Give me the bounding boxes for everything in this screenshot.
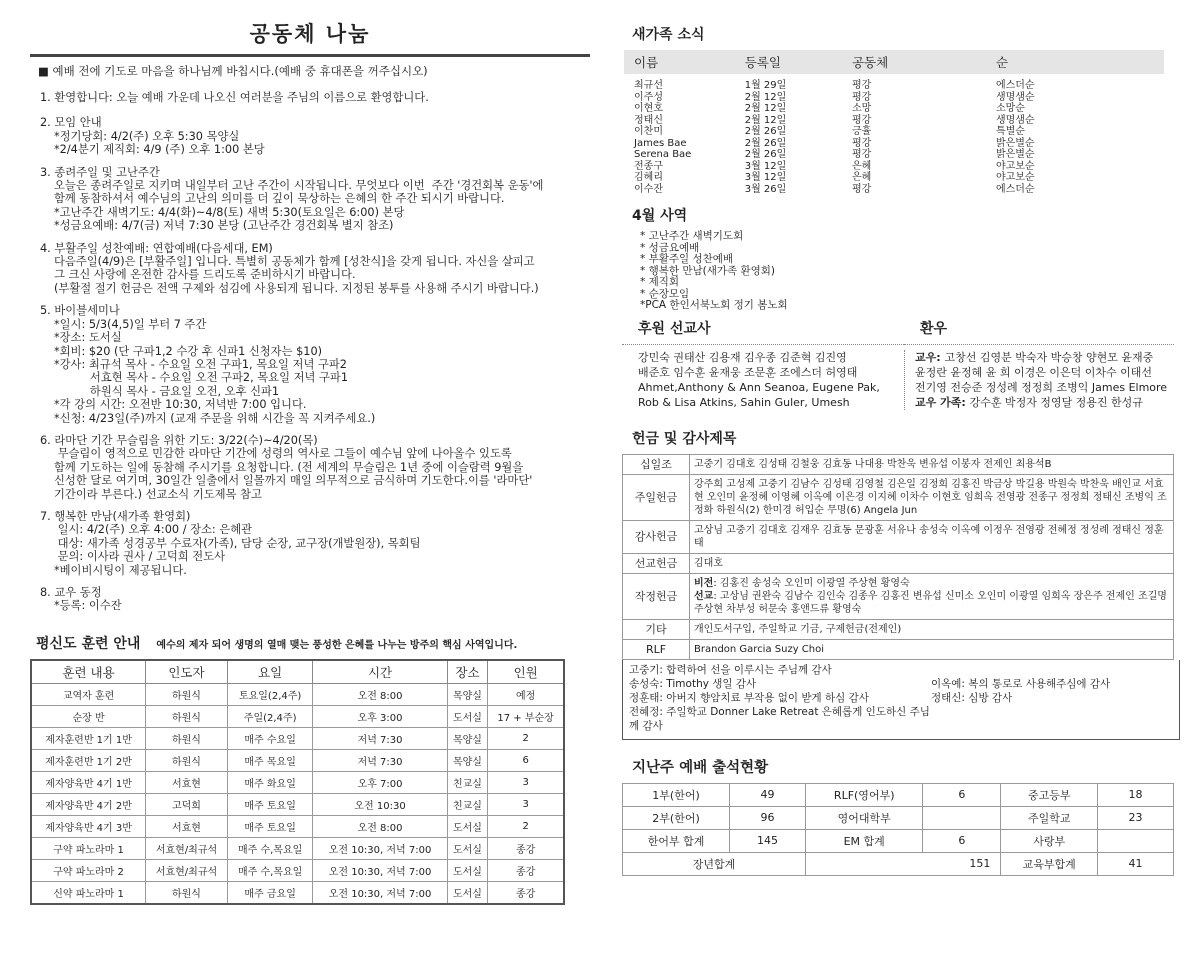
announcement-heading: 2. 모임 안내 <box>40 116 102 130</box>
total-label: 교육부합계 <box>1001 852 1098 875</box>
attendance-table <box>622 783 1174 876</box>
announcement-line: *2/4분기 제직회: 4/9 (주) 오후 1:00 본당 <box>54 143 265 157</box>
offering-category: RLF <box>623 639 690 659</box>
right-column <box>622 18 1177 876</box>
table-cell: 2월 12일 <box>744 91 787 103</box>
table-cell: 6 <box>923 783 1001 806</box>
patient-group-label: 교우 가족: <box>915 395 970 409</box>
column-header: 시간 <box>313 660 447 684</box>
announcement-line: 무슬림이 영적으로 민감한 라마단 기간에 성령의 역사로 그들이 예수님 앞에 나아올수 있도록 <box>54 447 512 461</box>
announcement-item <box>40 434 590 501</box>
attendance-title: 지난주 예배 출석현황 <box>632 759 769 776</box>
offering-names <box>690 573 1174 619</box>
table-cell: 하원식 <box>146 705 228 727</box>
pledge-names: : 김홍진 송성숙 오인미 이광열 주상현 황영숙 <box>713 577 910 589</box>
table-cell: 2월 26일 <box>744 149 787 160</box>
april-ministry-title: 4월 사역 <box>632 208 688 224</box>
announcement-line: 일시: 4/2(주) 오후 4:00 / 장소: 은혜관 <box>54 523 253 537</box>
offering-names: 김대호 <box>690 553 1174 573</box>
column-header: 장소 <box>447 660 488 684</box>
offering-table <box>622 454 1174 660</box>
table-row <box>624 149 1164 161</box>
table-row <box>623 573 1174 619</box>
table-cell: 전종구 <box>634 160 663 172</box>
training-title: 평신도 훈련 안내 <box>36 635 141 652</box>
table-cell: 구약 파노라마 2 <box>31 859 146 881</box>
table-cell: 밝은별순 <box>995 149 1035 160</box>
table-cell: 목양실 <box>447 727 488 749</box>
table-cell: 은혜 <box>851 172 872 183</box>
table-row <box>623 806 1174 829</box>
table-cell: 이현호 <box>634 103 663 114</box>
table-cell: 1월 29일 <box>744 80 787 91</box>
table-cell: 17 + 부순장 <box>488 705 564 727</box>
table-cell: 오전 10:30, 저녁 7:00 <box>313 859 447 881</box>
announcement-line: *일시: 5/3(4,5)일 부터 7 주간 <box>54 317 207 331</box>
table-cell: 주일학교 <box>1001 806 1098 829</box>
patient-line <box>915 350 1174 365</box>
table-cell: 6 <box>923 829 1001 852</box>
thanks-entry: 정태신: 심방 감사 <box>931 691 1013 704</box>
new-family-title: 새가족 소식 <box>632 27 705 43</box>
table-cell: 제자훈련반 1기 2반 <box>31 749 146 771</box>
table-cell: 중고등부 <box>1001 783 1098 806</box>
announcement-line: 문의: 이사라 권사 / 고덕희 전도사 <box>54 550 226 564</box>
table-cell: 2월 12일 <box>744 114 787 126</box>
table-cell: 오전 10:30, 저녁 7:00 <box>313 837 447 859</box>
table-row <box>31 859 564 881</box>
list-item: * 행복한 만남(새가족 환영회) <box>640 264 776 277</box>
thanks-row <box>629 663 1179 677</box>
offering-names: 강주희 고성제 고중기 김남수 김성태 김영철 김은일 김정희 김홍진 박금상 박길용 박원숙 박찬욱 배인교 서효현 오인미 윤정혜 이영혜 이옥예 이은경 이지혜 이차수 이현호 임희옥 전영광 전종구 정정희 정태신 조병익 조정화 하원식(2) 한미경 허입순 무명(6) Angela Jun <box>690 474 1174 520</box>
table-cell: 이수잔 <box>634 183 663 195</box>
column-header: 인도자 <box>146 660 228 684</box>
announcement-line: *등록: 이수잔 <box>54 599 122 613</box>
patient-names: 고창선 김영분 박숙자 박승창 양현모 윤재중 <box>944 350 1154 364</box>
table-row <box>31 771 564 793</box>
announcement-heading: 8. 교우 동정 <box>40 586 102 599</box>
announcement-item <box>40 586 590 613</box>
table-cell <box>923 806 1001 829</box>
list-item: * 성금요예배 <box>640 241 700 254</box>
table-cell: 주일(2,4주) <box>227 705 313 727</box>
total-row <box>623 852 1174 875</box>
list-item: * 부활주일 성찬예배 <box>640 253 734 265</box>
missionary-block <box>622 318 904 410</box>
table-cell: 생명샘순 <box>995 114 1035 126</box>
table-cell: 예정 <box>488 683 564 705</box>
offering-names: 개인도서구입, 주일학교 기금, 구제헌금(전제인) <box>690 619 1174 639</box>
announcement-line: *장소: 도서실 <box>54 331 122 345</box>
missionary-title: 후원 선교사 <box>638 320 711 337</box>
table-cell: 하원식 <box>146 881 228 904</box>
missionary-patient-section <box>622 318 1177 410</box>
table-cell: 종강 <box>488 837 564 859</box>
table-cell: 소망순 <box>995 103 1025 114</box>
table-cell: James Bae <box>634 137 687 149</box>
table-cell: 145 <box>730 829 806 852</box>
table-cell: 매주 토요일 <box>227 793 313 815</box>
announcement-line: *신청: 4/23일(주)까지 (교재 주문을 위해 시간을 꼭 지켜주세요.) <box>54 411 376 425</box>
april-ministry-list <box>640 231 1177 312</box>
announcement-line: 대상: 새가족 성경공부 수료자(가족), 담당 순장, 교구장(개발원장), 목회팀 <box>54 536 421 550</box>
table-cell: 최규선 <box>634 80 663 91</box>
announcement-line: *강사: 최규석 목사 - 수요일 오전 구파1, 목요일 저녁 구파2 <box>54 357 347 371</box>
announcement-item <box>40 304 590 425</box>
table-cell: 평강 <box>851 149 872 160</box>
patient-line <box>915 395 1174 410</box>
table-cell: 야고보순 <box>995 172 1035 183</box>
table-cell: 평강 <box>851 91 872 103</box>
table-cell: 하원식 <box>146 749 228 771</box>
table-cell: 매주 토요일 <box>227 815 313 837</box>
table-cell: 오후 7:00 <box>313 771 447 793</box>
table-row <box>31 881 564 904</box>
thanks-row <box>629 705 1179 733</box>
table-cell: 제자양육반 4기 3반 <box>31 815 146 837</box>
table-cell: 종강 <box>488 859 564 881</box>
thanks-entry: 전혜정: 주일학교 Donner Lake Retreat 은혜롭게 인도하신 주님께 감사 <box>629 705 930 732</box>
list-item: *PCA 한인서북노회 정기 봄노회 <box>640 299 788 311</box>
table-row <box>623 454 1174 474</box>
table-cell: 3월 12일 <box>744 172 787 183</box>
missionary-list <box>638 350 904 410</box>
table-row <box>623 474 1174 520</box>
table-cell: 도서실 <box>447 705 488 727</box>
announcement-line: *고난주간 새벽기도: 4/4(화)~4/8(토) 새벽 5:30(토요일은 6:00) 본당 <box>54 205 405 219</box>
table-cell: 에스더순 <box>995 183 1035 195</box>
announcement-line: *성금요예배: 4/7(금) 저녁 7:30 본당 (고난주간 경건회복 별지 참조) <box>54 219 394 233</box>
table-row <box>31 727 564 749</box>
announcement-line: 서효현 목사 - 수요일 오전 구파2, 목요일 저녁 구파1 <box>54 371 349 385</box>
table-cell: 평강 <box>851 114 872 126</box>
announcement-heading: 3. 종려주일 및 고난주간 <box>40 165 160 179</box>
missionary-line: Rob & Lisa Atkins, Sahin Guler, Umesh <box>638 395 850 409</box>
table-cell: 목양실 <box>447 683 488 705</box>
page-title: 공동체 나눔 <box>249 22 371 46</box>
table-cell: 구약 파노라마 1 <box>31 837 146 859</box>
table-cell: 제자양육반 4기 1반 <box>31 771 146 793</box>
table-cell: 96 <box>730 806 806 829</box>
table-cell: 매주 수,목요일 <box>227 859 313 881</box>
table-cell: 순장 반 <box>31 705 146 727</box>
table-cell: 도서실 <box>447 837 488 859</box>
table-cell: 친교실 <box>447 771 488 793</box>
table-row <box>31 837 564 859</box>
announcement-list <box>30 91 590 613</box>
table-row <box>624 115 1164 127</box>
offering-names: 고상님 고중기 김대호 김재우 김효동 문광훈 서유나 송성숙 이옥예 이정우 전영광 전혜정 정성례 정태신 정훈태 <box>690 520 1174 553</box>
table-row <box>31 749 564 771</box>
table-cell <box>1098 829 1174 852</box>
offering-category: 선교헌금 <box>623 553 690 573</box>
thanks-entry: 정훈태: 아버지 향암치료 부작용 없이 받게 하심 감사 <box>629 691 869 704</box>
training-subtitle: 예수의 제자 되어 생명의 열매 맺는 풍성한 은혜를 나누는 방주의 핵심 사역입니다. <box>156 639 518 651</box>
table-cell: 매주 화요일 <box>227 771 313 793</box>
announcement-line: 함께 동참하셔서 예수님의 고난의 의미를 더 깊이 묵상하는 은혜의 한 주간 되시기 바랍니다. <box>54 192 505 206</box>
announcement-line: 기간이라 부른다.) 선교소식 기도제목 참고 <box>54 487 262 501</box>
table-cell: 은혜 <box>851 160 872 172</box>
table-cell: 한어부 합계 <box>623 829 730 852</box>
worship-notice: ■ 예배 전에 기도로 마음을 하나님께 바칩시다.(예배 중 휴대폰을 꺼주십시오) <box>38 64 428 78</box>
table-cell: 목양실 <box>447 749 488 771</box>
announcement-heading: 7. 행복한 만남(새가족 환영회) <box>40 509 191 523</box>
table-cell: 서효현/최규석 <box>146 837 228 859</box>
table-row <box>31 705 564 727</box>
table-cell: 매주 수요일 <box>227 727 313 749</box>
table-cell: 이찬미 <box>634 126 663 137</box>
table-cell: 도서실 <box>447 815 488 837</box>
thanks-list <box>622 660 1180 740</box>
announcement-item <box>40 510 590 577</box>
patient-names: 강수훈 박정자 정영달 정용진 한성규 <box>969 395 1143 409</box>
table-row <box>623 639 1174 659</box>
column-header: 인원 <box>488 660 564 684</box>
missionary-line: Ahmet,Anthony & Ann Seanoa, Eugene Pak, <box>638 380 880 394</box>
table-cell: 2월 26일 <box>744 137 787 149</box>
announcement-item <box>40 242 590 296</box>
new-family-table <box>624 50 1164 195</box>
announcement-line: 함께 기도하는 일에 동참해 주시기를 요청합니다. (전 세계의 무슬림은 1년 중에 이슬람력 9월을 <box>54 460 524 474</box>
table-row <box>31 683 564 705</box>
table-cell: 2월 12일 <box>744 103 787 114</box>
announcement-heading: 4. 부활주일 성찬예배: 연합예배(다음세대, EM) <box>40 241 273 255</box>
table-cell: 종강 <box>488 881 564 904</box>
patients-title: 환우 <box>920 320 948 337</box>
list-item: * 순장모임 <box>640 287 690 300</box>
offering-category: 주일헌금 <box>623 474 690 520</box>
patient-names: 윤정란 윤정혜 윤 희 이경은 이은덕 이차수 이태선 <box>915 365 1152 379</box>
table-cell: 18 <box>1098 783 1174 806</box>
offering-category: 기타 <box>623 619 690 639</box>
table-row <box>624 161 1164 173</box>
table-cell: 서효현 <box>146 815 228 837</box>
table-row <box>624 126 1164 138</box>
divider <box>904 344 1174 345</box>
table-row <box>624 172 1164 184</box>
table-cell: 1부(한어) <box>623 783 730 806</box>
list-item: * 고난주간 새벽기도회 <box>640 230 744 242</box>
thanks-entry: 송성숙: Timothy 생일 감사 <box>629 677 757 690</box>
table-cell: 야고보순 <box>995 160 1035 172</box>
table-cell: 정태신 <box>634 114 663 126</box>
table-cell: 특별순 <box>995 126 1025 137</box>
table-cell: 에스더순 <box>995 80 1035 91</box>
table-cell: 오전 8:00 <box>313 683 447 705</box>
table-cell: 도서실 <box>447 881 488 904</box>
divider <box>622 344 904 345</box>
title-divider <box>30 54 590 57</box>
pledge-label: 선교 <box>694 590 714 602</box>
thanks-entry: 이옥예: 복의 통로로 사용해주심에 감사 <box>931 677 1111 690</box>
table-cell: 제자양육반 4기 2반 <box>31 793 146 815</box>
pledge-names: : 고상님 권완숙 김남수 김인숙 김종우 김홍진 변유섭 신미소 오인미 이광열 임희옥 장은주 전제인 조길명 주상현 차부성 허문숙 홍앤드류 황영숙 <box>694 590 1167 615</box>
offering-category: 십일조 <box>623 454 690 474</box>
offering-names: 고중기 김대호 김성태 김철웅 김효동 나대용 박찬욱 변유섭 이봉자 전제인 최용석B <box>690 454 1174 474</box>
announcement-heading: 6. 라마단 기간 무슬림을 위한 기도: 3/22(수)~4/20(목) <box>40 433 318 447</box>
announcement-item <box>40 116 590 156</box>
table-cell: 도서실 <box>447 859 488 881</box>
announcement-line: (부활절 절기 헌금은 전액 구제와 섬김에 사용되게 됩니다. 지정된 봉투를 사용해 주시기 바랍니다.) <box>54 281 539 295</box>
table-cell: 평강 <box>851 183 872 195</box>
patient-line <box>915 380 1174 395</box>
table-cell: 서효현 <box>146 771 228 793</box>
thanks-entry: 고중기: 합력하여 선을 이루시는 주님께 감사 <box>629 663 832 676</box>
table-cell: 6 <box>488 749 564 771</box>
announcement-heading: 5. 바이블세미나 <box>40 304 120 318</box>
table-row <box>624 74 1164 92</box>
table-cell: 매주 금요일 <box>227 881 313 904</box>
table-cell: 하원식 <box>146 683 228 705</box>
left-column <box>30 18 590 905</box>
table-cell: 김혜리 <box>634 172 663 183</box>
offering-category: 감사헌금 <box>623 520 690 553</box>
table-cell: 제자훈련반 1기 1반 <box>31 727 146 749</box>
patients-list <box>904 350 1174 410</box>
training-table <box>30 659 565 905</box>
table-cell: 영어대학부 <box>805 806 922 829</box>
column-header: 훈련 내용 <box>31 660 146 684</box>
missionary-line: 배준호 임수훈 윤재웅 조문훈 조에스더 허영태 <box>638 365 858 379</box>
table-cell: 평강 <box>851 80 872 91</box>
announcement-line: 오늘은 종려주일로 지키며 내일부터 고난 주간이 시작됩니다. 무엇보다 이번 주간 '경건회복 운동'에 <box>54 179 544 193</box>
table-cell: 2부(한어) <box>623 806 730 829</box>
patients-block <box>904 318 1174 410</box>
table-row <box>31 793 564 815</box>
table-cell: 2 <box>488 815 564 837</box>
table-row <box>623 520 1174 553</box>
table-cell: 2 <box>488 727 564 749</box>
table-cell: Serena Bae <box>634 149 692 160</box>
thanks-row <box>629 677 1179 691</box>
announcement-item <box>40 91 590 104</box>
table-row <box>624 92 1164 104</box>
offering-title: 헌금 및 감사제목 <box>632 430 737 447</box>
table-cell: 2월 26일 <box>744 126 787 137</box>
announcement-line: 그 크신 사랑에 온전한 감사를 드리도록 준비하시기 바랍니다. <box>54 268 356 282</box>
table-cell: 친교실 <box>447 793 488 815</box>
pledge-line <box>694 590 1169 616</box>
table-row <box>31 815 564 837</box>
thanks-row <box>629 691 1179 705</box>
table-cell: 교역자 훈련 <box>31 683 146 705</box>
table-cell: 사랑부 <box>1001 829 1098 852</box>
announcement-line: *베이비시팅이 제공됩니다. <box>54 563 187 577</box>
patient-line <box>915 365 1174 380</box>
offering-names: Brandon Garcia Suzy Choi <box>690 639 1174 659</box>
patient-group-label: 교우: <box>915 350 945 364</box>
table-cell: 토요일(2,4주) <box>227 683 313 705</box>
table-cell: 매주 수,목요일 <box>227 837 313 859</box>
pledge-line <box>694 577 1169 590</box>
table-cell: 오전 10:30, 저녁 7:00 <box>313 881 447 904</box>
list-item: * 제직회 <box>640 276 680 288</box>
table-cell: EM 합계 <box>805 829 922 852</box>
table-cell: 오전 8:00 <box>313 815 447 837</box>
training-header <box>36 633 590 653</box>
table-row <box>624 184 1164 196</box>
table-row <box>623 553 1174 573</box>
announcement-heading: 1. 환영합니다: 오늘 예배 가운데 나오신 여러분을 주님의 이름으로 환영합니다. <box>40 91 429 104</box>
table-cell: 오후 3:00 <box>313 705 447 727</box>
table-cell: 49 <box>730 783 806 806</box>
table-cell: 오전 10:30 <box>313 793 447 815</box>
announcement-line: 하원식 목사 - 금요일 오전, 오후 신파1 <box>54 384 280 398</box>
announcement-line: 신성한 달로 여기며, 30일간 일출에서 일몰까지 매일 의무적으로 금식하며 기도한다.이를 '라마단' <box>54 474 533 488</box>
table-cell: 3월 26일 <box>744 183 787 195</box>
total-value: 41 <box>1098 852 1174 875</box>
column-header: 요일 <box>227 660 313 684</box>
table-cell: 저녁 7:30 <box>313 749 447 771</box>
table-row <box>623 829 1174 852</box>
total-value: 151 <box>805 852 1000 875</box>
announcement-line: 다음주일(4/9)은 [부활주일] 입니다. 특별히 공동체가 함께 [성찬식]을 갖게 됩니다. 자신을 살피고 <box>54 255 535 269</box>
table-cell: 평강 <box>851 137 872 149</box>
total-label: 장년합계 <box>623 852 806 875</box>
table-cell: 저녁 7:30 <box>313 727 447 749</box>
column-header: 공동체 <box>842 50 956 74</box>
column-header: 순 <box>956 50 1164 74</box>
announcement-line: *회비: $20 (단 구파1,2 수강 후 신파1 신청자는 $10) <box>54 344 323 358</box>
announcement-item <box>40 166 590 233</box>
table-cell: 고덕희 <box>146 793 228 815</box>
table-row <box>624 138 1164 150</box>
table-cell: 3 <box>488 793 564 815</box>
table-cell: 하원식 <box>146 727 228 749</box>
announcement-line: *정기당회: 4/2(주) 오후 5:30 목양실 <box>54 129 240 143</box>
announcement-line: *각 강의 시간: 오전반 10:30, 저녁반 7:00 입니다. <box>54 398 307 412</box>
table-cell: 소망 <box>851 103 872 114</box>
patient-names: 전기영 전승준 정성례 정정희 조병익 James Elmore <box>915 380 1168 394</box>
table-cell: 생명샘순 <box>995 91 1035 103</box>
table-cell: RLF(영어부) <box>805 783 922 806</box>
column-header: 등록일 <box>735 50 842 74</box>
table-cell: 서효현/최규석 <box>146 859 228 881</box>
pledge-label: 비전 <box>694 577 714 589</box>
table-row <box>623 619 1174 639</box>
table-cell: 밝은별순 <box>995 137 1035 149</box>
table-row <box>623 783 1174 806</box>
offering-category: 작정헌금 <box>623 573 690 619</box>
table-cell: 3 <box>488 771 564 793</box>
table-cell: 신약 파노라마 1 <box>31 881 146 904</box>
table-cell: 매주 목요일 <box>227 749 313 771</box>
table-row <box>624 103 1164 115</box>
table-cell: 긍휼 <box>851 126 872 137</box>
table-cell: 이주성 <box>634 91 663 103</box>
missionary-line: 강민숙 권태산 김용재 김우종 김준혁 김진영 <box>638 350 847 364</box>
table-cell: 3월 12일 <box>744 160 787 172</box>
column-header: 이름 <box>624 50 735 74</box>
table-cell: 23 <box>1098 806 1174 829</box>
